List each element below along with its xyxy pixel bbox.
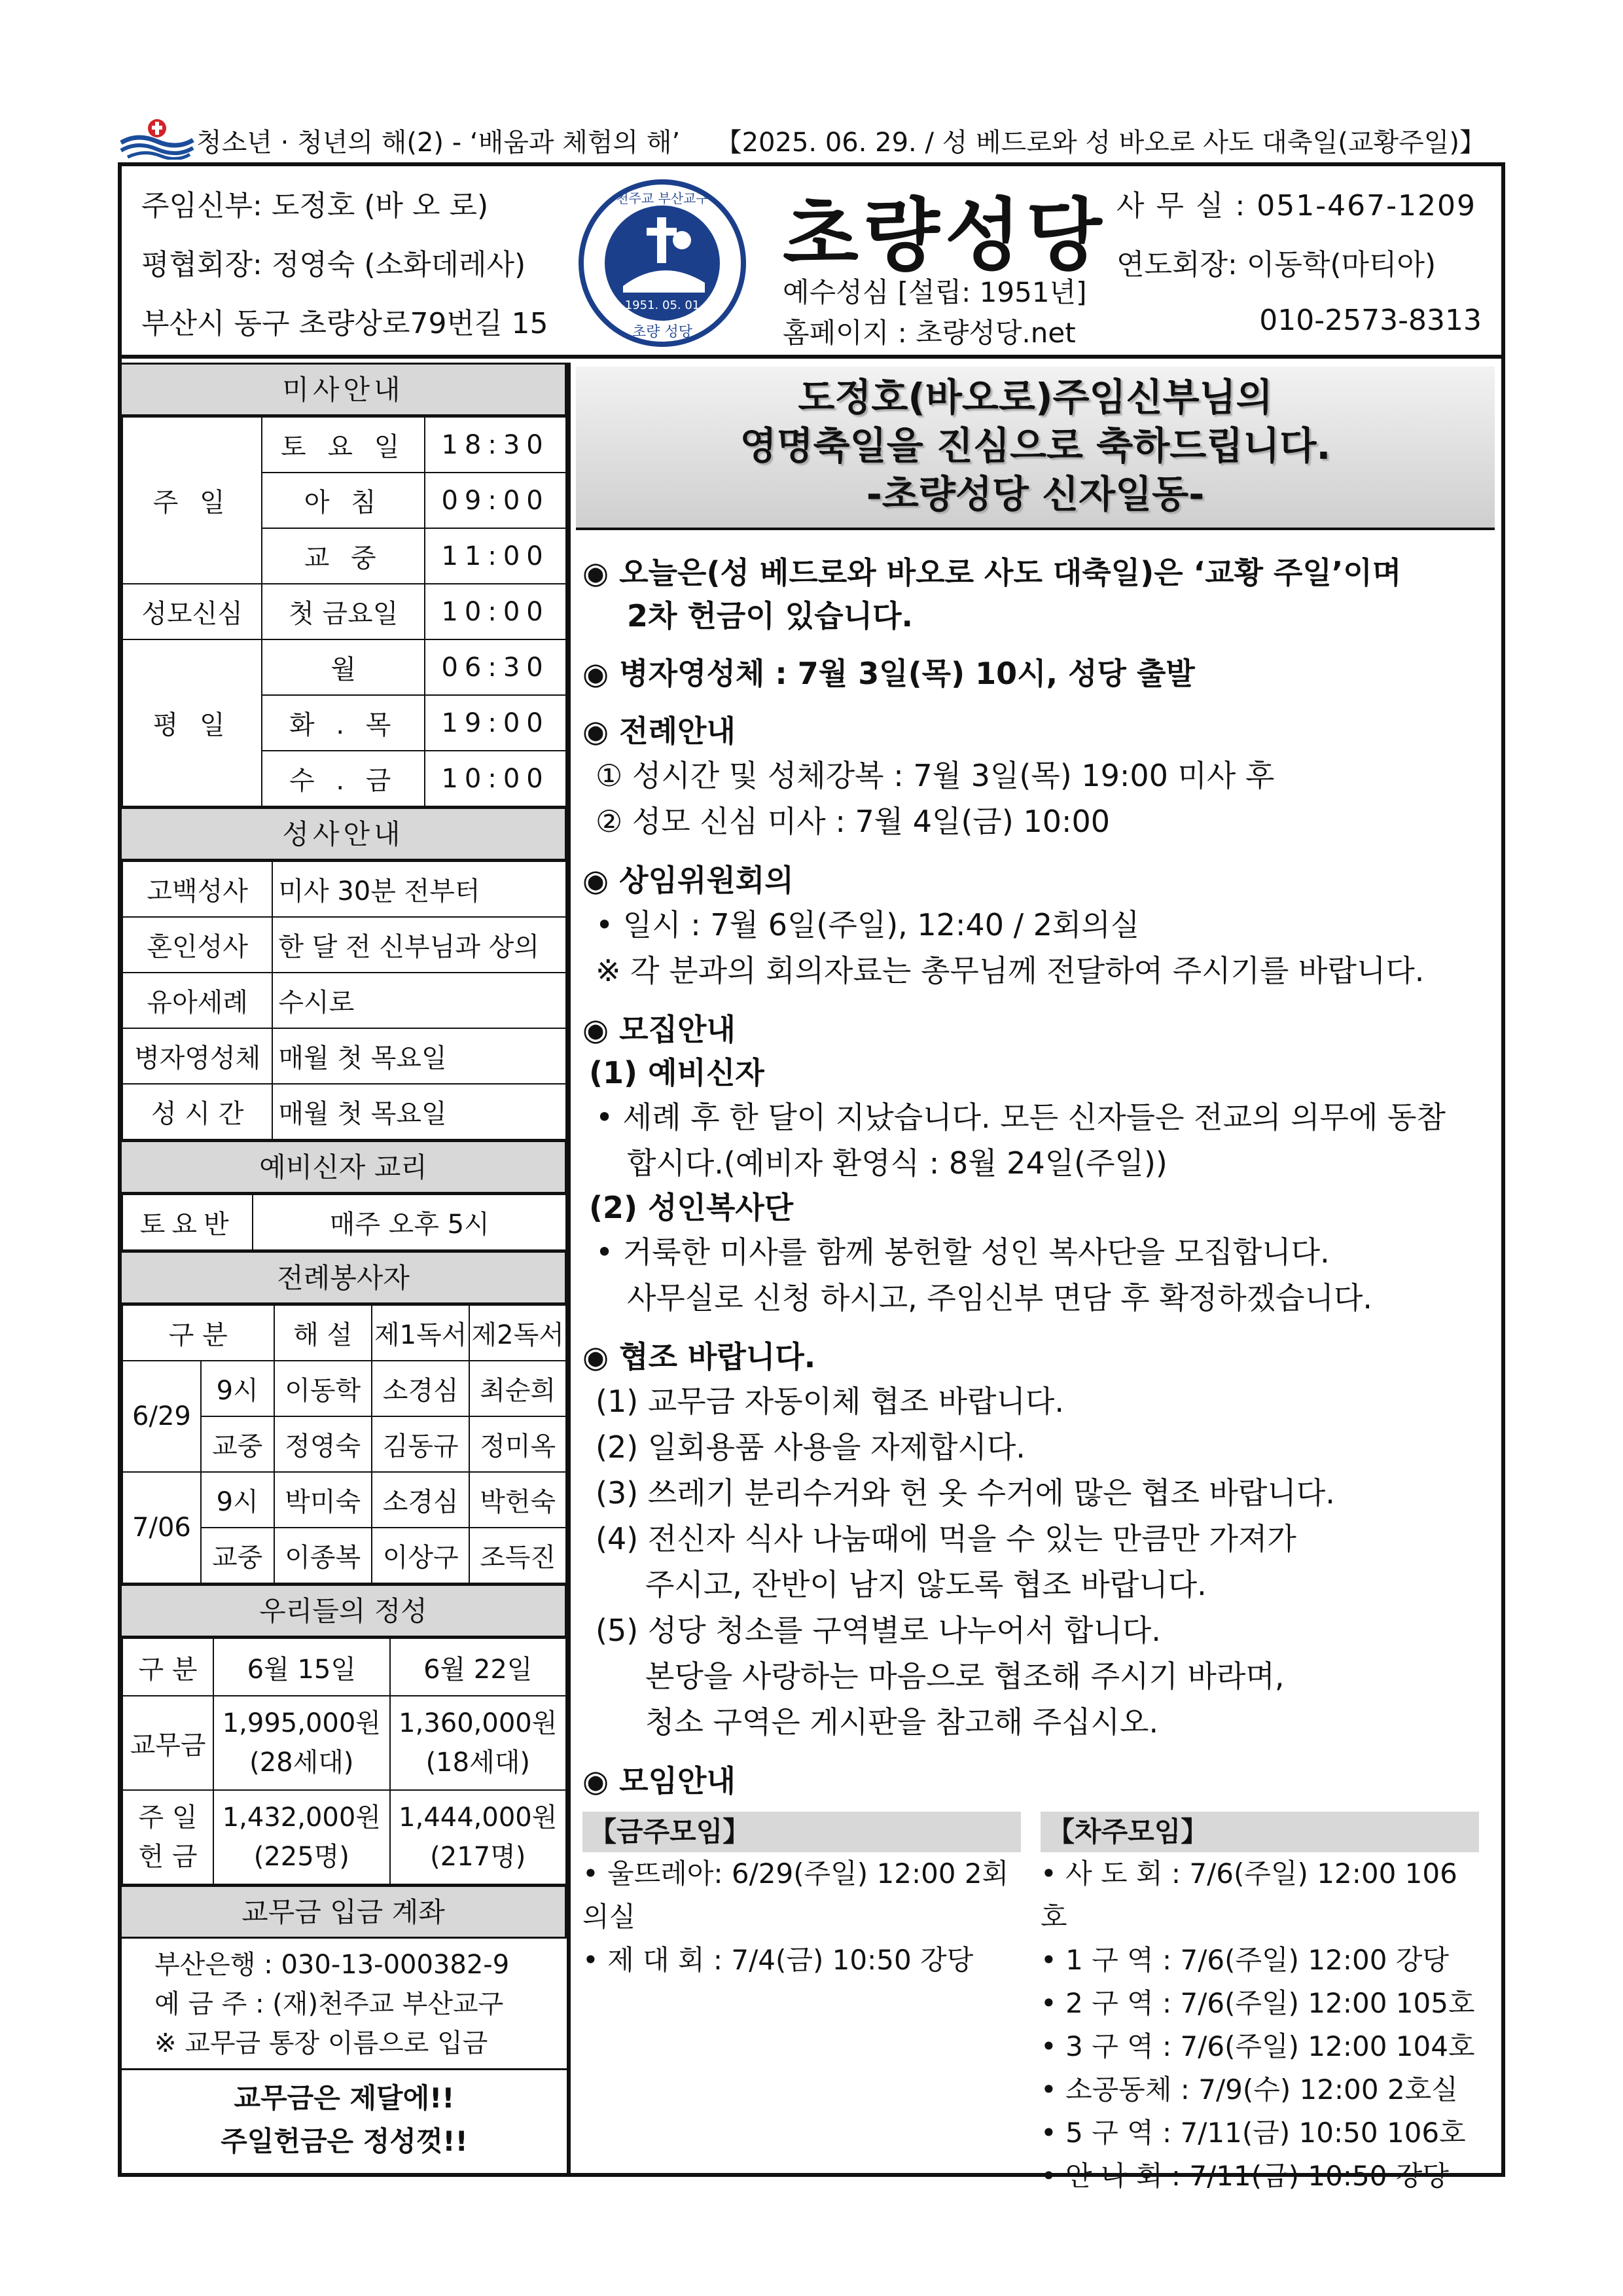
server-name: 소경심 (372, 1361, 469, 1416)
servers-time: 9시 (201, 1361, 274, 1416)
servers-col-header: 제1독서 (372, 1305, 469, 1361)
mass-day: 아 침 (262, 473, 425, 528)
meeting-item: • 3 구 역 : 7/6(주일) 12:00 104호 (1041, 2030, 1475, 2062)
server-name: 이종복 (274, 1528, 372, 1583)
notice-recruit-servers: (2) 성인복사단 (589, 1190, 794, 1225)
account-bank: 부산은행 : 030-13-000382-9 (154, 1950, 510, 1980)
notice-meetings-title: ◉ 모임안내 (582, 1763, 736, 1799)
offering-label-line: 주 일 (138, 1803, 198, 1833)
notice-committee-date: • 일시 : 7월 6일(주일), 12:40 / 2회의실 (596, 907, 1140, 942)
mass-time: 10:00 (425, 584, 566, 639)
cooperation-item-cont: 청소 구역은 게시판을 참고해 주십시오. (645, 1704, 1159, 1740)
mass-day: 첫 금요일 (262, 584, 425, 639)
sacrament-name: 병자영성체 (122, 1028, 272, 1084)
seal-name-text: 초량 성당 (632, 324, 693, 340)
sacrament-name: 유아세례 (122, 973, 272, 1028)
offering-header: 우리들의 정성 (122, 1584, 567, 1638)
offering-col-header: 6월 22일 (390, 1638, 566, 1696)
cooperation-item: (4) 전신자 식사 나눔때에 먹을 수 있는 만큼만 가져가 (596, 1521, 1296, 1556)
mass-day: 화 . 목 (262, 695, 425, 751)
sacrament-value: 미사 30분 전부터 (272, 861, 566, 917)
server-name: 박미숙 (274, 1472, 372, 1528)
meeting-item: • 1 구 역 : 7/6(주일) 12:00 강당 (1041, 1944, 1449, 1976)
column-divider (567, 363, 571, 2177)
banner-line-3: -초량성당 신자일동- (866, 472, 1205, 516)
sacrament-name: 성 시 간 (122, 1084, 272, 1139)
catechism-table (122, 1194, 567, 1251)
servers-time: 9시 (201, 1472, 274, 1528)
offering-row-label: 교무금 (122, 1696, 213, 1790)
seal-date-text: 1951. 05. 01 (624, 298, 700, 312)
mass-time: 09:00 (425, 473, 566, 528)
yeondo-leader: 연도회장: 이동학(마티아) (1116, 248, 1436, 281)
slogan-line-1: 교무금은 제달에!! (234, 2082, 455, 2114)
meeting-item: • 2 구 역 : 7/6(주일) 12:00 105호 (1041, 1987, 1475, 2019)
mass-table (122, 416, 567, 807)
header (122, 166, 1501, 359)
this-week-meetings (582, 1812, 1021, 2198)
parish-patron: 예수성심 [설립: 1951년] (783, 276, 1087, 308)
cooperation-item: (2) 일회용품 사용을 자제합시다. (596, 1429, 1026, 1465)
account-info (122, 1939, 567, 2070)
server-name: 정미옥 (469, 1416, 566, 1472)
servers-header: 전례봉사자 (122, 1251, 567, 1304)
issue-date: 【2025. 06. 29. / 성 베드로와 성 바오로 사도 대축일(교황주일)】 (715, 128, 1486, 158)
notice-today: ◉ 오늘은(성 베드로와 바오로 사도 대축일)은 ‘교황 주일’이며 (582, 555, 1402, 590)
servers-col-header: 구 분 (122, 1305, 274, 1361)
mass-time: 06:30 (425, 639, 566, 695)
notice-recruit-catechumen: (1) 예비신자 (589, 1055, 764, 1090)
cooperation-item-cont: 본당을 사랑하는 마음으로 협조해 주시기 바라며, (645, 1659, 1285, 1694)
servers-col-header: 제2독서 (469, 1305, 566, 1361)
mass-time: 19:00 (425, 695, 566, 751)
notice-liturgy-title: ◉ 전례안내 (582, 713, 736, 749)
notice-recruit-text: 사무실로 신청 하시고, 주임신부 면담 후 확정하겠습니다. (627, 1280, 1373, 1316)
mass-day: 수 . 금 (262, 751, 425, 806)
notice-cooperation-title: ◉ 협조 바랍니다. (582, 1339, 816, 1374)
mass-marian-label: 성모신심 (122, 584, 262, 639)
servers-time: 교중 (201, 1528, 274, 1583)
mass-time: 11:00 (425, 528, 566, 584)
catechism-header: 예비신자 교리 (122, 1140, 567, 1194)
mass-day: 교 중 (262, 528, 425, 584)
servers-table (122, 1304, 567, 1584)
server-name: 이동학 (274, 1361, 372, 1416)
meeting-item: • 사 도 회 : 7/6(주일) 12:00 106호 (1041, 1857, 1457, 1933)
parish-title: 초량성당 (783, 190, 1107, 281)
servers-time: 교중 (201, 1416, 274, 1472)
server-name: 정영숙 (274, 1416, 372, 1472)
this-week-header: 【금주모임】 (582, 1812, 1021, 1852)
notice-today-cont: 2차 헌금이 있습니다. (627, 598, 913, 634)
servers-date: 7/06 (122, 1472, 201, 1583)
offering-amount: 1,432,000원 (222, 1803, 381, 1833)
offering-cell (390, 1696, 566, 1790)
sacrament-value: 한 달 전 신부님과 상의 (272, 917, 566, 973)
notice-recruit-title: ◉ 모집안내 (582, 1012, 736, 1047)
pastor-name: 주임신부: 도정호 (바 오 로) (141, 189, 489, 223)
office-phone: 사 무 실 : 051-467-1209 (1116, 189, 1476, 223)
year-slogan: 청소년 · 청년의 해(2) - ‘배움과 체험의 해’ (196, 128, 681, 158)
server-name: 박헌숙 (469, 1472, 566, 1528)
server-name: 김동규 (372, 1416, 469, 1472)
offering-col-header: 구 분 (122, 1638, 213, 1696)
server-name: 조득진 (469, 1528, 566, 1583)
mass-header: 미사안내 (122, 363, 567, 416)
notice-liturgy-2: ② 성모 신심 미사 : 7월 4일(금) 10:00 (596, 804, 1111, 839)
notice-recruit-text: • 거룩한 미사를 함께 봉헌할 성인 복사단을 모집합니다. (596, 1234, 1330, 1270)
cooperation-item: (5) 성당 청소를 구역별로 나누어서 합니다. (596, 1613, 1161, 1648)
mass-weekday-label: 평 일 (122, 639, 262, 806)
server-name: 최순희 (469, 1361, 566, 1416)
offering-count: (225명) (253, 1842, 349, 1872)
meeting-item: • 5 구 역 : 7/11(금) 10:50 106호 (1041, 2117, 1466, 2149)
account-slogan (122, 2070, 567, 2163)
server-name: 이상구 (372, 1528, 469, 1583)
notice-recruit-text: • 세례 후 한 달이 지났습니다. 모든 신자들은 전교의 의무에 동참 (596, 1100, 1446, 1135)
sacrament-name: 고백성사 (122, 861, 272, 917)
notice-recruit-text: 합시다.(예비자 환영식 : 8월 24일(주일)) (627, 1145, 1168, 1181)
parish-seal-icon (577, 178, 747, 348)
meeting-item: • 안 나 회 : 7/11(금) 10:50 강당 (1041, 2160, 1449, 2192)
parish-homepage: 홈페이지 : 초량성당.net (783, 317, 1076, 349)
notice-committee-title: ◉ 상임위원회의 (582, 863, 794, 898)
slogan-line-2: 주일헌금은 정성껏!! (221, 2125, 468, 2157)
offering-cell (390, 1790, 566, 1884)
servers-date: 6/29 (122, 1361, 201, 1472)
meeting-item: • 제 대 회 : 7/4(금) 10:50 강당 (582, 1944, 974, 1976)
next-week-header: 【차주모임】 (1041, 1812, 1479, 1852)
seal-diocese-text: 천주교 부산교구 (616, 190, 709, 206)
offering-amount: 1,360,000원 (399, 1708, 558, 1738)
notice-liturgy-1: ① 성시간 및 성체강복 : 7월 3일(목) 19:00 미사 후 (596, 758, 1275, 793)
meeting-item: • 소공동체 : 7/9(수) 12:00 2호실 (1041, 2073, 1458, 2106)
address: 부산시 동구 초량상로79번길 15 (141, 307, 548, 340)
offering-cell (213, 1790, 389, 1884)
council-president: 평협회장: 정영숙 (소화데레사) (141, 248, 526, 281)
next-week-meetings (1041, 1812, 1479, 2198)
offering-count: (28세대) (249, 1748, 354, 1778)
meetings (582, 1812, 1499, 2198)
sacraments-header: 성사안내 (122, 807, 567, 861)
account-holder: 예 금 주 : (재)천주교 부산교구 (154, 1989, 504, 2019)
offering-count: (18세대) (425, 1748, 530, 1778)
left-column (122, 363, 567, 2163)
sacrament-name: 혼인성사 (122, 917, 272, 973)
meeting-item: • 울뜨레아: 6/29(주일) 12:00 2회의실 (582, 1857, 1009, 1933)
offering-row-label (122, 1790, 213, 1884)
banner-line-1: 도정호(바오로)주임신부님의 (798, 375, 1273, 420)
catechism-class: 토요반 (122, 1194, 253, 1250)
catechism-time: 매주 오후 5시 (253, 1194, 566, 1250)
mass-sunday-label: 주 일 (122, 417, 262, 584)
offering-table (122, 1638, 567, 1885)
account-note: ※ 교무금 통장 이름으로 입금 (154, 2028, 488, 2058)
offering-col-header: 6월 15일 (213, 1638, 389, 1696)
offering-amount: 1,995,000원 (222, 1708, 381, 1738)
mass-day: 토 요 일 (262, 417, 425, 473)
yeondo-leader-phone: 010-2573-8313 (1259, 304, 1482, 337)
mass-time: 18:30 (425, 417, 566, 473)
notices (582, 537, 1499, 2198)
cooperation-item-cont: 주시고, 잔반이 남지 않도록 협조 바랍니다. (645, 1567, 1207, 1602)
mass-time: 10:00 (425, 751, 566, 806)
banner-line-2: 영명축일을 진심으로 축하드립니다. (740, 423, 1331, 468)
feast-banner (576, 367, 1495, 530)
offering-cell (213, 1696, 389, 1790)
cooperation-item: (1) 교무금 자동이체 협조 바랍니다. (596, 1384, 1064, 1419)
sacraments-table (122, 861, 567, 1140)
offering-label-line: 헌 금 (138, 1842, 198, 1872)
diocese-logo-icon (118, 117, 196, 160)
account-header: 교무금 입금 계좌 (122, 1885, 567, 1939)
top-line (118, 117, 1486, 162)
offering-amount: 1,444,000원 (399, 1803, 558, 1833)
notice-committee-note: ※ 각 분과의 회의자료는 총무님께 전달하여 주시기를 바랍니다. (596, 953, 1425, 988)
offering-count: (217명) (430, 1842, 526, 1872)
notice-sick-communion: ◉ 병자영성체 : 7월 3일(목) 10시, 성당 출발 (582, 656, 1195, 691)
cooperation-item: (3) 쓰레기 분리수거와 헌 옷 수거에 많은 협조 바랍니다. (596, 1475, 1335, 1511)
sacrament-value: 수시로 (272, 973, 566, 1028)
server-name: 소경심 (372, 1472, 469, 1528)
mass-day: 월 (262, 639, 425, 695)
sacrament-value: 매월 첫 목요일 (272, 1028, 566, 1084)
servers-col-header: 해 설 (274, 1305, 372, 1361)
sacrament-value: 매월 첫 목요일 (272, 1084, 566, 1139)
